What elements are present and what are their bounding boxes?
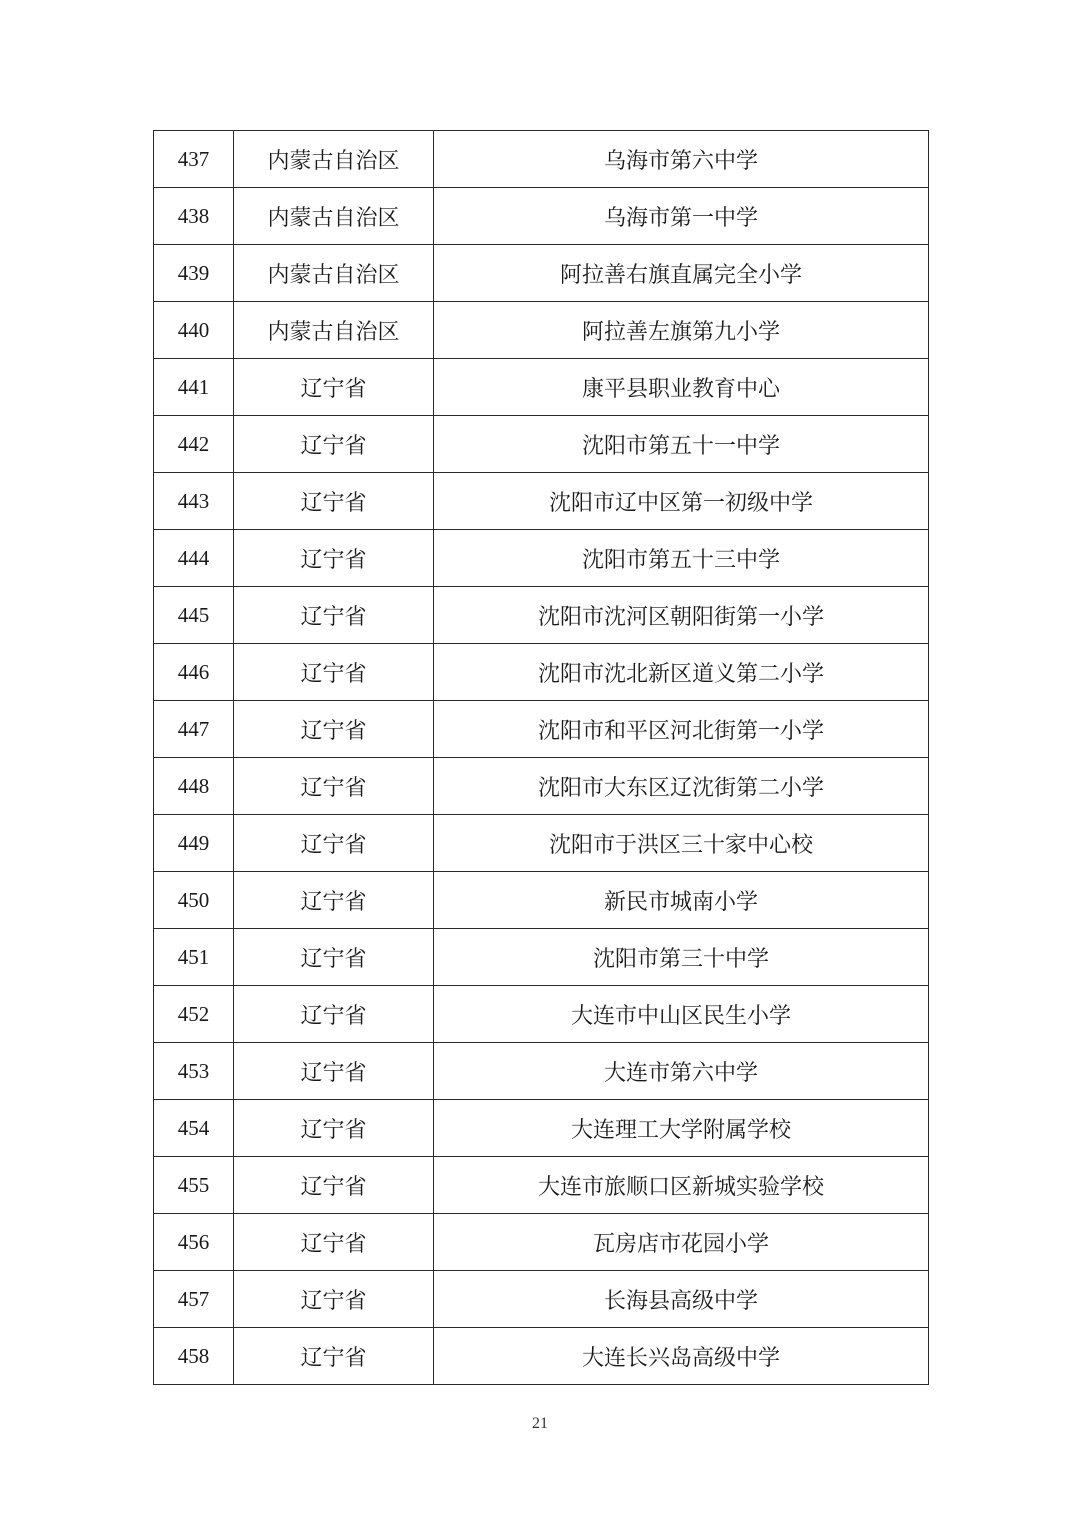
- row-number-cell: 457: [154, 1271, 234, 1328]
- row-number-cell: 453: [154, 1043, 234, 1100]
- region-cell: 辽宁省: [234, 1214, 434, 1271]
- region-cell: 辽宁省: [234, 416, 434, 473]
- school-name-cell: 瓦房店市花园小学: [434, 1214, 929, 1271]
- school-name-cell: 长海县高级中学: [434, 1271, 929, 1328]
- row-number-cell: 447: [154, 701, 234, 758]
- region-cell: 辽宁省: [234, 587, 434, 644]
- row-number-cell: 450: [154, 872, 234, 929]
- table-row: [154, 1214, 929, 1271]
- row-number-cell: 442: [154, 416, 234, 473]
- row-number-cell: 437: [154, 131, 234, 188]
- school-name-cell: 新民市城南小学: [434, 872, 929, 929]
- table-row: [154, 929, 929, 986]
- school-name-cell: 沈阳市第五十三中学: [434, 530, 929, 587]
- table-row: [154, 1271, 929, 1328]
- row-number-cell: 438: [154, 188, 234, 245]
- table-row: [154, 359, 929, 416]
- school-name-cell: 乌海市第六中学: [434, 131, 929, 188]
- row-number-cell: 455: [154, 1157, 234, 1214]
- row-number-cell: 444: [154, 530, 234, 587]
- region-cell: 辽宁省: [234, 986, 434, 1043]
- school-name-cell: 沈阳市沈河区朝阳街第一小学: [434, 587, 929, 644]
- region-cell: 内蒙古自治区: [234, 245, 434, 302]
- region-cell: 辽宁省: [234, 815, 434, 872]
- table-row: [154, 644, 929, 701]
- row-number-cell: 456: [154, 1214, 234, 1271]
- table-row: [154, 188, 929, 245]
- table-row: [154, 758, 929, 815]
- school-name-cell: 沈阳市沈北新区道义第二小学: [434, 644, 929, 701]
- region-cell: 辽宁省: [234, 359, 434, 416]
- row-number-cell: 449: [154, 815, 234, 872]
- row-number-cell: 439: [154, 245, 234, 302]
- region-cell: 辽宁省: [234, 1100, 434, 1157]
- region-cell: 辽宁省: [234, 1271, 434, 1328]
- region-cell: 辽宁省: [234, 530, 434, 587]
- region-cell: 内蒙古自治区: [234, 302, 434, 359]
- school-name-cell: 沈阳市和平区河北街第一小学: [434, 701, 929, 758]
- row-number-cell: 443: [154, 473, 234, 530]
- region-cell: 辽宁省: [234, 929, 434, 986]
- table-row: [154, 986, 929, 1043]
- table-row: [154, 1100, 929, 1157]
- school-name-cell: 沈阳市第三十中学: [434, 929, 929, 986]
- table-row: [154, 1157, 929, 1214]
- school-name-cell: 阿拉善左旗第九小学: [434, 302, 929, 359]
- region-cell: 辽宁省: [234, 644, 434, 701]
- row-number-cell: 440: [154, 302, 234, 359]
- region-cell: 内蒙古自治区: [234, 188, 434, 245]
- row-number-cell: 445: [154, 587, 234, 644]
- row-number-cell: 448: [154, 758, 234, 815]
- region-cell: 辽宁省: [234, 1157, 434, 1214]
- table-row: [154, 1043, 929, 1100]
- region-cell: 辽宁省: [234, 701, 434, 758]
- school-name-cell: 沈阳市于洪区三十家中心校: [434, 815, 929, 872]
- table-body: [154, 131, 929, 1385]
- school-name-cell: 大连理工大学附属学校: [434, 1100, 929, 1157]
- school-name-cell: 阿拉善右旗直属完全小学: [434, 245, 929, 302]
- school-name-cell: 沈阳市大东区辽沈街第二小学: [434, 758, 929, 815]
- row-number-cell: 454: [154, 1100, 234, 1157]
- row-number-cell: 441: [154, 359, 234, 416]
- table-row: [154, 245, 929, 302]
- table-row: [154, 872, 929, 929]
- school-name-cell: 乌海市第一中学: [434, 188, 929, 245]
- table-row: [154, 473, 929, 530]
- region-cell: 辽宁省: [234, 473, 434, 530]
- school-name-cell: 大连市第六中学: [434, 1043, 929, 1100]
- region-cell: 辽宁省: [234, 758, 434, 815]
- table-row: [154, 530, 929, 587]
- school-name-cell: 大连市中山区民生小学: [434, 986, 929, 1043]
- school-name-cell: 大连市旅顺口区新城实验学校: [434, 1157, 929, 1214]
- region-cell: 辽宁省: [234, 1328, 434, 1385]
- school-name-cell: 康平县职业教育中心: [434, 359, 929, 416]
- region-cell: 辽宁省: [234, 1043, 434, 1100]
- school-name-cell: 大连长兴岛高级中学: [434, 1328, 929, 1385]
- row-number-cell: 452: [154, 986, 234, 1043]
- school-name-cell: 沈阳市第五十一中学: [434, 416, 929, 473]
- table-row: [154, 587, 929, 644]
- row-number-cell: 446: [154, 644, 234, 701]
- table-row: [154, 131, 929, 188]
- school-list-table: [153, 130, 929, 1385]
- table-row: [154, 416, 929, 473]
- region-cell: 内蒙古自治区: [234, 131, 434, 188]
- row-number-cell: 451: [154, 929, 234, 986]
- table-row: [154, 1328, 929, 1385]
- page-number: 21: [532, 1415, 548, 1432]
- table-row: [154, 815, 929, 872]
- school-name-cell: 沈阳市辽中区第一初级中学: [434, 473, 929, 530]
- table-row: [154, 701, 929, 758]
- region-cell: 辽宁省: [234, 872, 434, 929]
- table-row: [154, 302, 929, 359]
- row-number-cell: 458: [154, 1328, 234, 1385]
